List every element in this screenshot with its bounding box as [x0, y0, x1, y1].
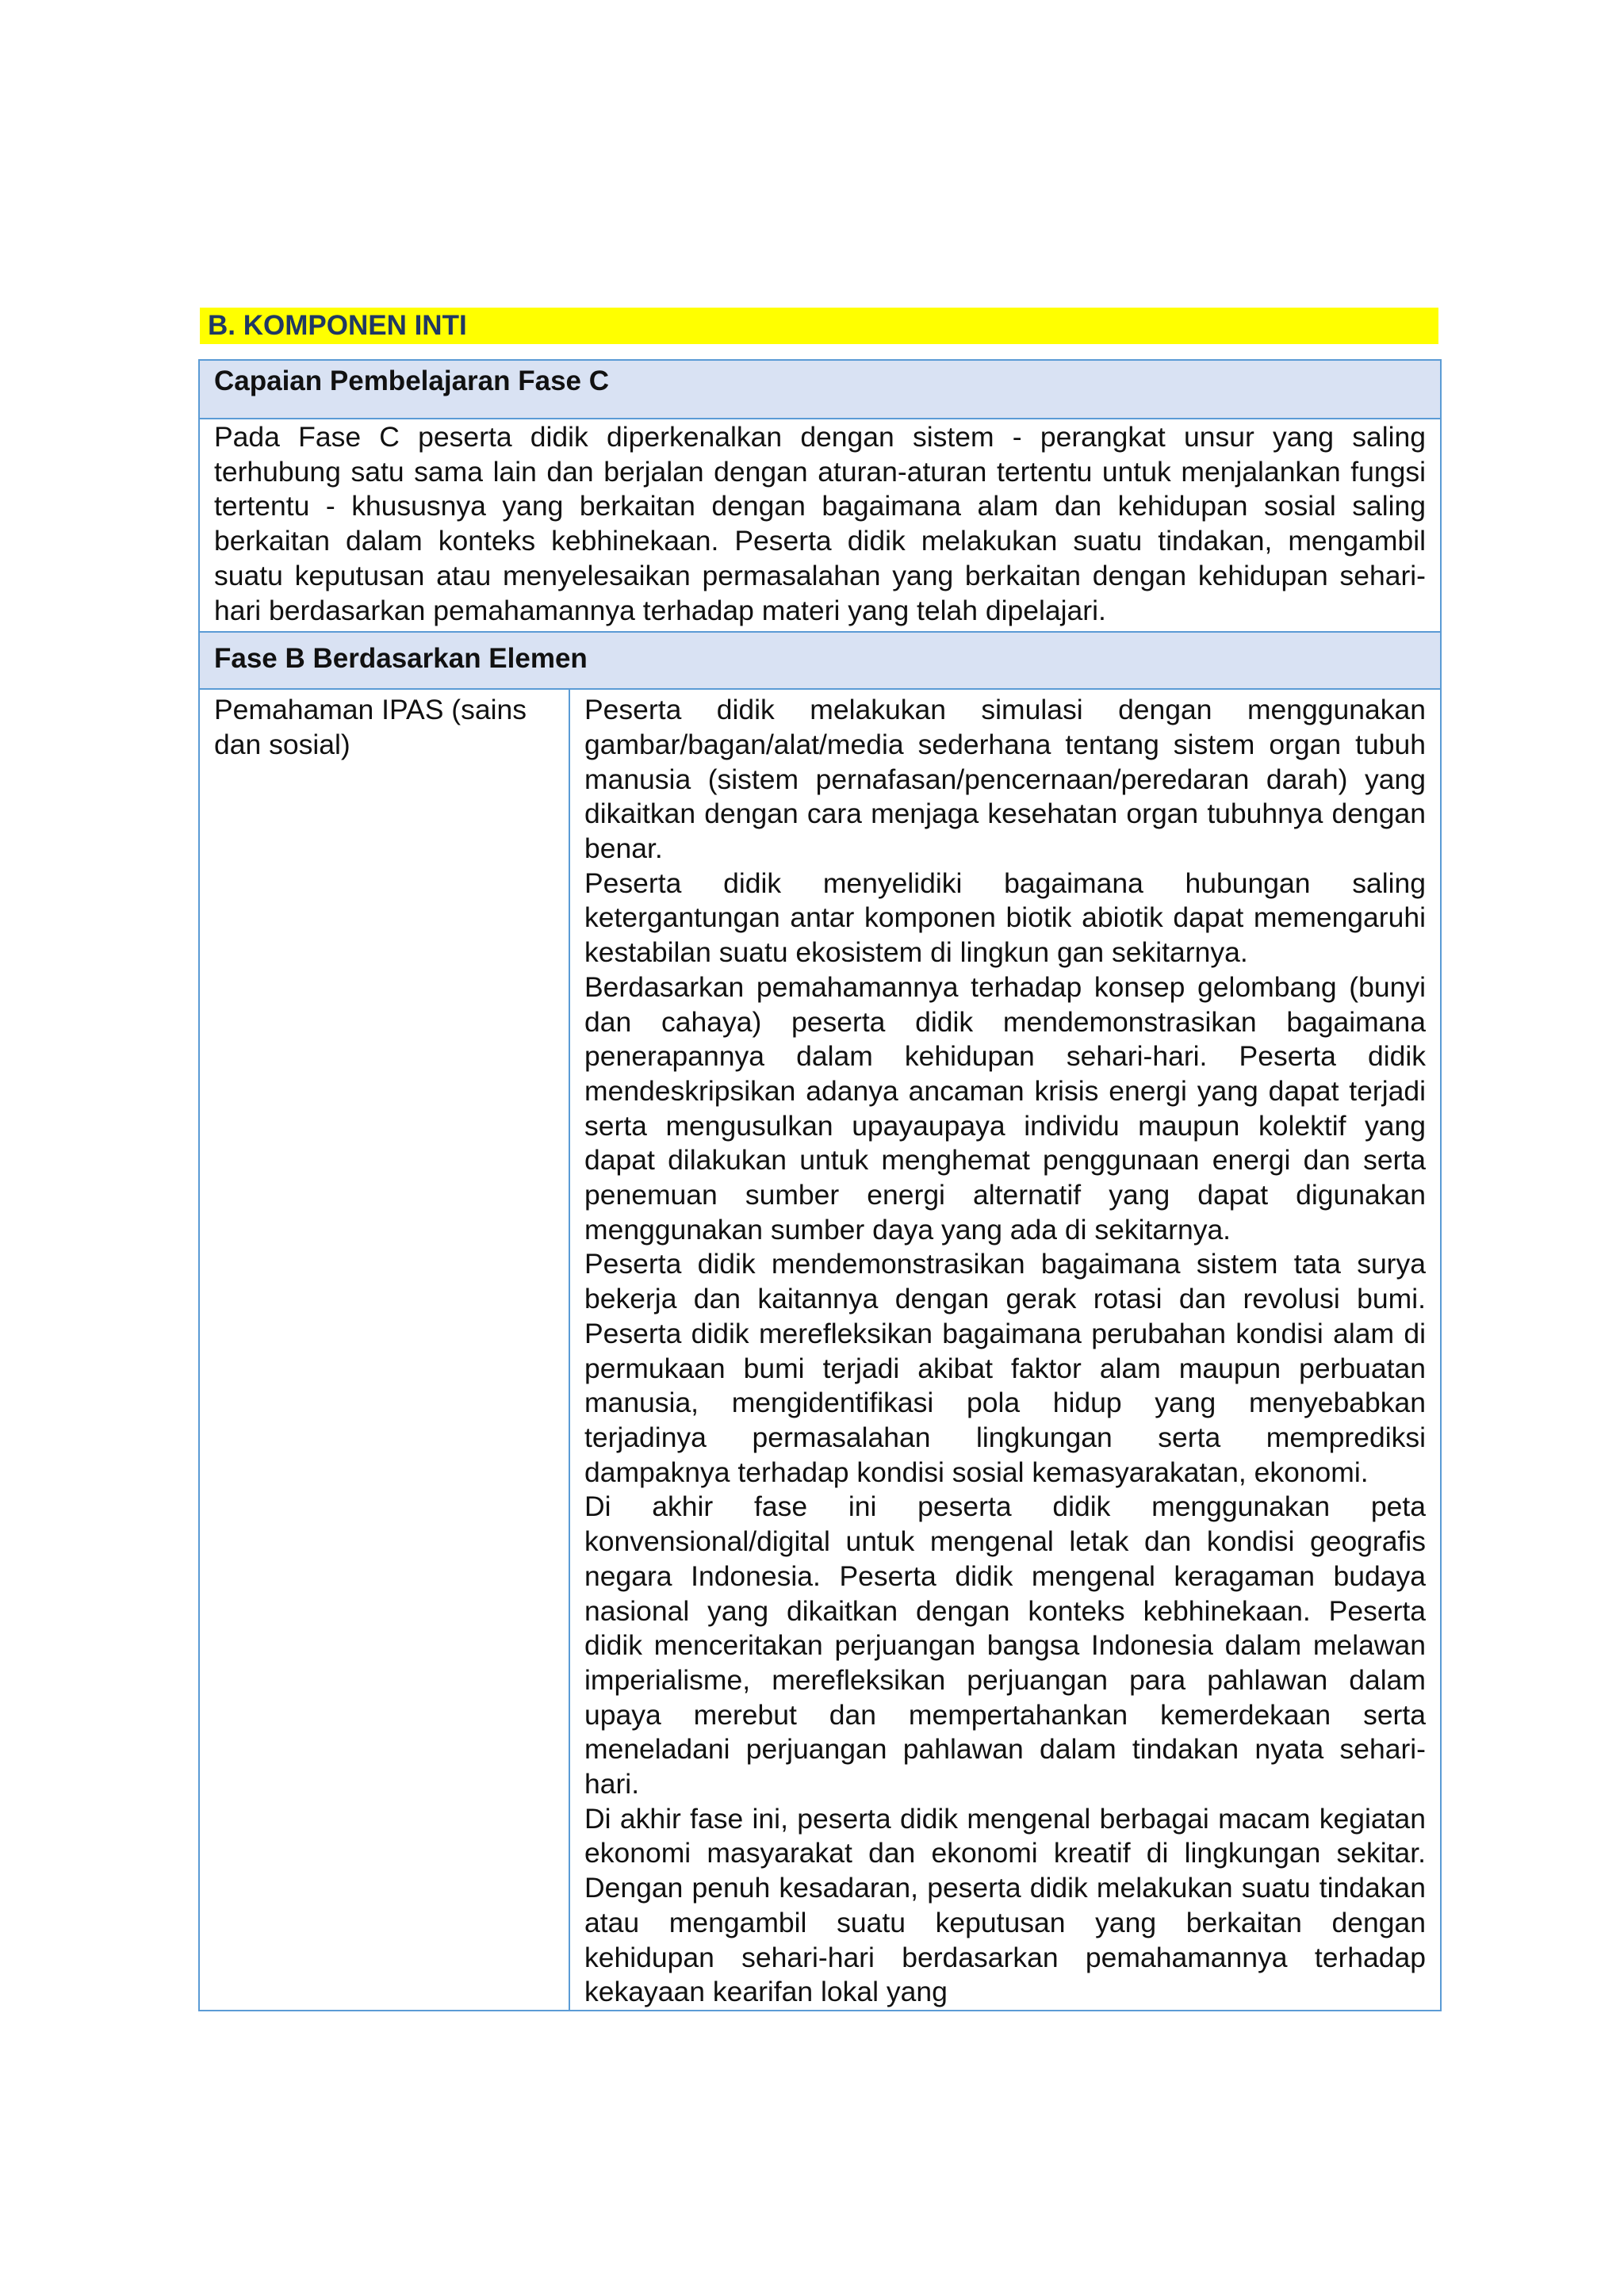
elemen-header: Fase B Berdasarkan Elemen	[199, 632, 1441, 689]
element-label: Pemahaman IPAS (sains dan sosial)	[199, 689, 569, 2011]
capaian-text: Pada Fase C peserta didik diperkenalkan dengan sistem - perangkat unsur yang saling terhubung satu sama lain dan berjalan dengan aturan-aturan tertentu untuk menjalankan fungsi tertentu - khususnya yang berkaitan dengan bagaimana alam dan kehidupan sosial saling berkaitan dalam konteks kebhinekaan. Peserta didik melakukan suatu tindakan, mengambil suatu keputusan atau menyelesaikan permasalahan yang berkaitan dengan kehidupan sehari-hari berdasarkan pemahamannya terhadap materi yang telah dipelajari.	[199, 419, 1441, 632]
capaian-header: Capaian Pembelajaran Fase C	[199, 360, 1441, 419]
element-paragraph: Peserta didik mendemonstrasikan bagaimana sistem tata surya bekerja dan kaitannya dengan gerak rotasi dan revolusi bumi. Peserta didik merefleksikan bagaimana perubahan kondisi alam di permukaan bumi terjadi akibat faktor alam maupun perbuatan manusia, mengidentifikasi pola hidup yang menyebabkan terjadinya permasalahan lingkungan serta memprediksi dampaknya terhadap kondisi sosial kemasyarakatan, ekonomi.	[584, 1248, 1426, 1488]
learning-outcomes-table	[198, 359, 1442, 2011]
table-header-row	[199, 360, 1441, 419]
element-paragraph: Peserta didik menyelidiki bagaimana hubungan saling ketergantungan antar komponen biotik abiotik dapat memengaruhi kestabilan suatu ekosistem di lingkun gan sekitarnya.	[584, 867, 1426, 969]
element-paragraph: Berdasarkan pemahamannya terhadap konsep gelombang (bunyi dan cahaya) peserta didik mendemonstrasikan bagaimana penerapannya dalam kehidupan sehari-hari. Peserta didik mendeskripsikan adanya ancaman krisis energi yang dapat terjadi serta mengusulkan upayaupaya individu maupun kolektif yang dapat dilakukan untuk menghemat penggunaan energi dan serta penemuan sumber energi alternatif yang dapat digunakan menggunakan sumber daya yang ada di sekitarnya.	[584, 970, 1426, 1246]
table-row	[199, 419, 1441, 632]
element-paragraph: Di akhir fase ini peserta didik menggunakan peta konvensional/digital untuk mengenal letak dan kondisi geografis negara Indonesia. Peserta didik mengenal keragaman budaya nasional yang dikaitkan dengan konteks kebhinekaan. Peserta didik menceritakan perjuangan bangsa Indonesia dalam melawan imperialisme, merefleksikan perjuangan para pahlawan dalam upaya merebut dan mempertahankan kemerdekaan serta meneladani perjuangan pahlawan dalam tindakan nyata sehari-hari.	[584, 1490, 1426, 1800]
section-heading: B. KOMPONEN INTI	[200, 308, 1438, 344]
table-row	[199, 689, 1441, 2011]
element-paragraph: Di akhir fase ini, peserta didik mengenal berbagai macam kegiatan ekonomi masyarakat dan ekonomi kreatif di lingkungan sekitar. Dengan penuh kesadaran, peserta didik melakukan suatu tindakan atau mengambil suatu keputusan yang berkaitan dengan kehidupan sehari-hari berdasarkan pemahamannya terhadap kekayaan kearifan lokal yang	[584, 1802, 1426, 2008]
table-header-row	[199, 632, 1441, 689]
element-paragraph: Peserta didik melakukan simulasi dengan menggunakan gambar/bagan/alat/media sederhana tentang sistem organ tubuh manusia (sistem pernafasan/pencernaan/peredaran darah) yang dikaitkan dengan cara menjaga kesehatan organ tubuhnya dengan benar.	[584, 694, 1426, 865]
element-content	[569, 689, 1441, 2011]
